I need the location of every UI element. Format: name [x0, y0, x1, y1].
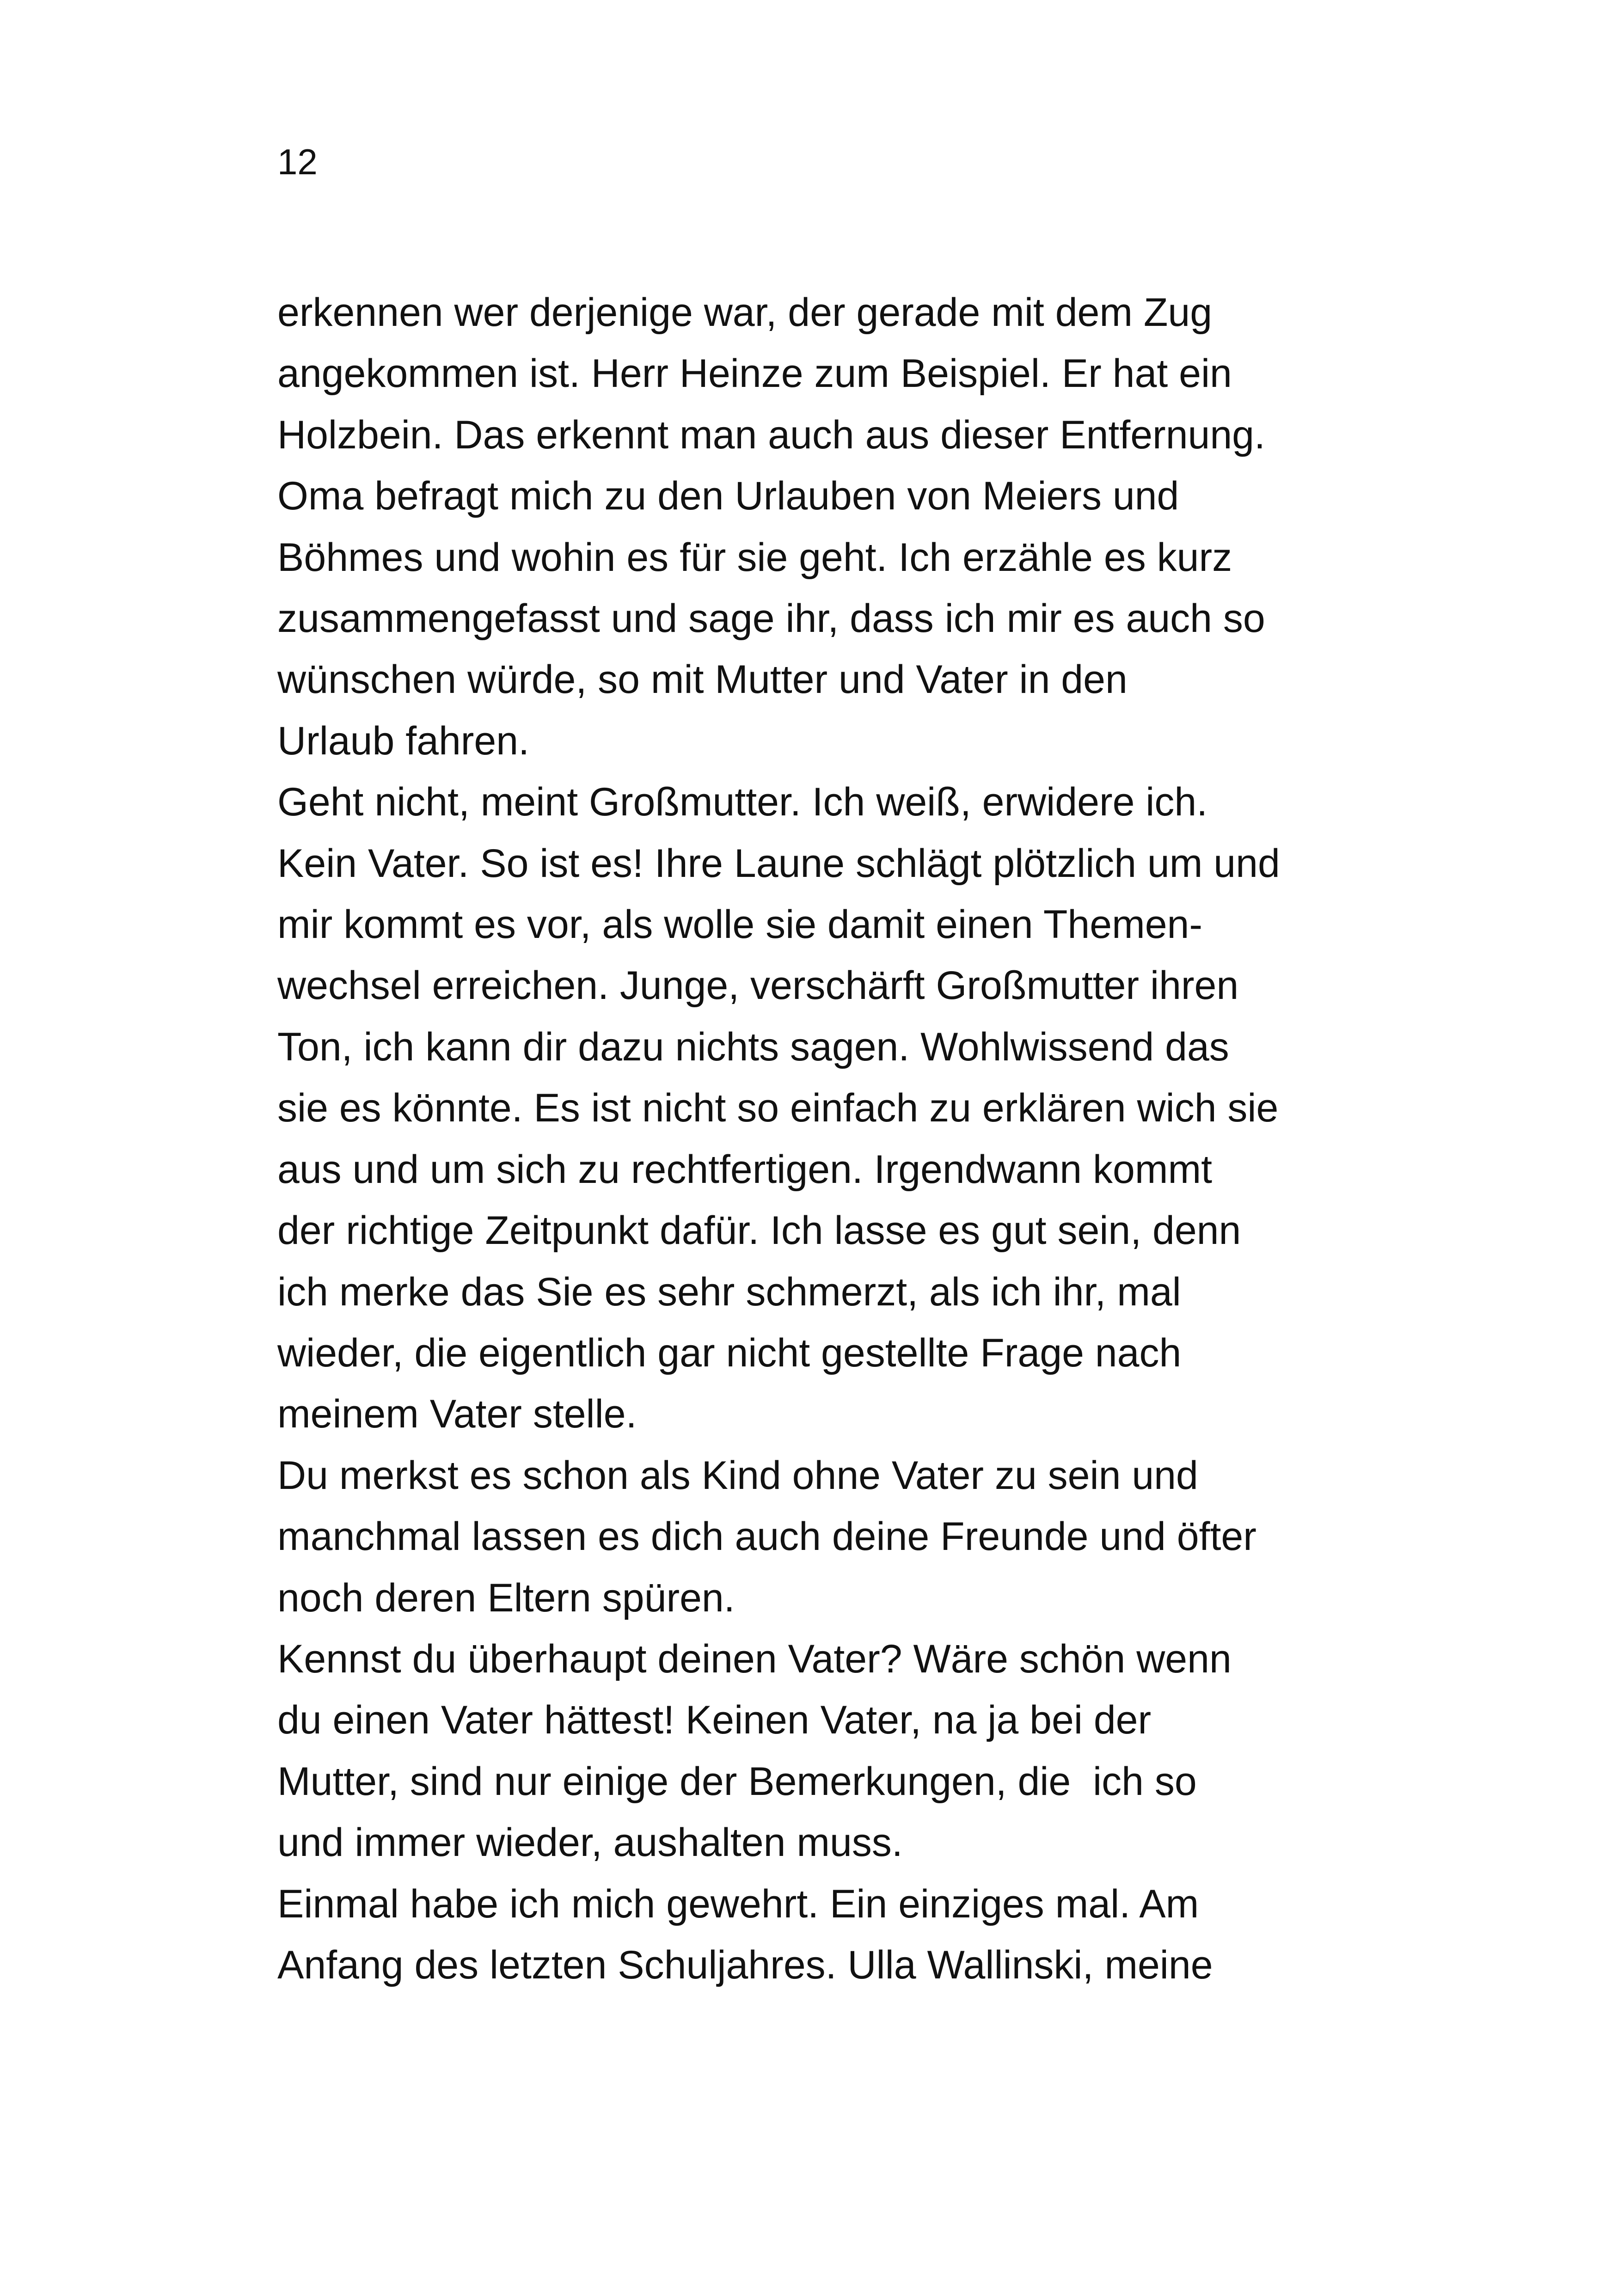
- text-line: Einmal habe ich mich gewehrt. Ein einziges mal. Am: [277, 1881, 1199, 1926]
- text-line: Holzbein. Das erkennt man auch aus dieser Entfernung.: [277, 412, 1265, 457]
- text-line: Oma befragt mich zu den Urlauben von Meiers und: [277, 474, 1179, 519]
- text-line: wieder, die eigentlich gar nicht gestellte Frage nach: [277, 1330, 1182, 1375]
- text-line: meinem Vater stelle.: [277, 1392, 637, 1437]
- text-line: mir kommt es vor, als wolle sie damit einen Themen-: [277, 902, 1203, 947]
- page-number: 12: [277, 141, 318, 182]
- text-line: zusammengefasst und sage ihr, dass ich mir es auch so: [277, 596, 1265, 641]
- text-line: du einen Vater hättest! Keinen Vater, na ja bei der: [277, 1698, 1152, 1743]
- text-line: sie es könnte. Es ist nicht so einfach zu erklären wich sie: [277, 1086, 1279, 1131]
- text-line: Kennst du überhaupt deinen Vater? Wäre schön wenn: [277, 1636, 1232, 1681]
- text-line: wechsel erreichen. Junge, verschärft Großmutter ihren: [277, 963, 1239, 1008]
- text-line: Kein Vater. So ist es! Ihre Laune schlägt plötzlich um und: [277, 841, 1280, 886]
- text-line: erkennen wer derjenige war, der gerade mit dem Zug: [277, 290, 1213, 335]
- text-line: wünschen würde, so mit Mutter und Vater in den: [277, 657, 1128, 702]
- text-line: Du merkst es schon als Kind ohne Vater zu sein und: [277, 1453, 1198, 1498]
- text-line: Mutter, sind nur einige der Bemerkungen, die ich so: [277, 1759, 1197, 1804]
- text-line: Geht nicht, meint Großmutter. Ich weiß, erwidere ich.: [277, 780, 1208, 825]
- body-text: [277, 282, 1433, 1996]
- text-line: Anfang des letzten Schuljahres. Ulla Wallinski, meine: [277, 1942, 1213, 1987]
- text-line: Ton, ich kann dir dazu nichts sagen. Wohlwissend das: [277, 1024, 1229, 1069]
- text-line: noch deren Eltern spüren.: [277, 1575, 735, 1620]
- text-line: aus und um sich zu rechtfertigen. Irgendwann kommt: [277, 1147, 1213, 1192]
- text-line: manchmal lassen es dich auch deine Freunde und öfter: [277, 1514, 1256, 1559]
- text-line: der richtige Zeitpunkt dafür. Ich lasse es gut sein, denn: [277, 1208, 1241, 1253]
- text-line: angekommen ist. Herr Heinze zum Beispiel. Er hat ein: [277, 351, 1232, 396]
- text-line: und immer wieder, aushalten muss.: [277, 1820, 903, 1865]
- text-line: ich merke das Sie es sehr schmerzt, als ich ihr, mal: [277, 1269, 1181, 1314]
- text-line: Böhmes und wohin es für sie geht. Ich erzähle es kurz: [277, 535, 1232, 580]
- text-line: Urlaub fahren.: [277, 718, 529, 763]
